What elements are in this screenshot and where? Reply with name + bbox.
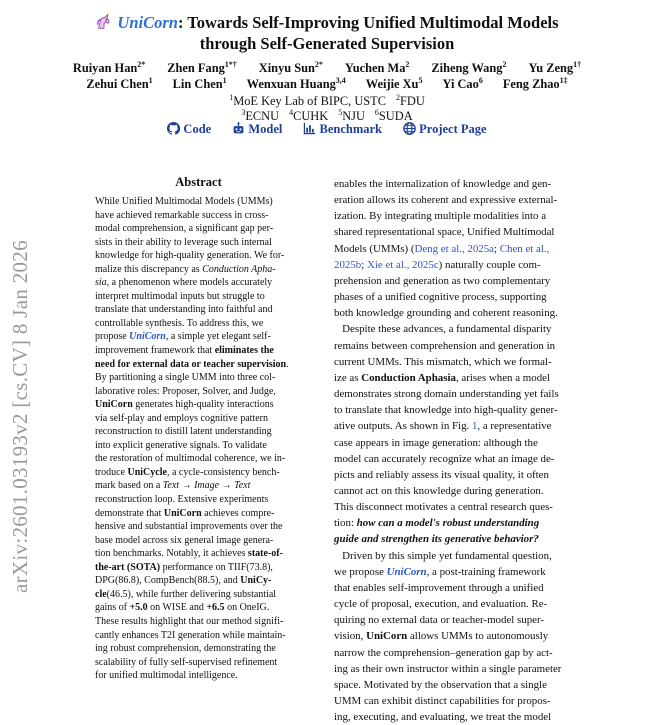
author-name: Lin Chen$^1$ xyxy=(172,75,227,91)
affiliation: $^4$CUHK xyxy=(289,107,329,123)
abstract-body xyxy=(95,195,302,683)
abstract-line: hensive and substantial improvements over the xyxy=(95,521,283,533)
abstract-line: malize this discrepancy as Conduction Apha- xyxy=(95,263,276,275)
body-line: narrow the comprehension–generation gap by act- xyxy=(334,646,553,659)
abstract-line: cle(46.5), while further delivering substantial xyxy=(95,588,277,600)
code-link-label: Code xyxy=(183,122,212,136)
body-line: cycle of proposal, execution, and evaluation. Re- xyxy=(334,598,548,611)
author-name: Feng Zhao$^{1\ddagger}$ xyxy=(502,75,568,91)
paper-links xyxy=(0,122,654,137)
abstract-line: These results highlight that our method signifi- xyxy=(95,615,284,627)
model-link[interactable] xyxy=(232,122,285,136)
abstract-line: for unified multimodal intelligence. xyxy=(95,670,238,682)
abstract-line: sia, a phenomenon where models accurately xyxy=(95,277,273,289)
body-line: case appears in image generation: although the xyxy=(334,436,538,449)
benchmark-link[interactable] xyxy=(303,122,385,136)
body-line: ize as Conduction Aphasia, arises when a model xyxy=(334,371,551,384)
body-line: phases of a unified cognitive process, supporting xyxy=(334,291,547,304)
abstract-line: knowledge for high-quality generation. We for- xyxy=(95,250,285,262)
abstract-line: cantly enhances T2I generation while maintain- xyxy=(95,629,286,641)
body-line: ative outputs. As shown in Fig. 1, a representative xyxy=(334,420,552,433)
intro-body xyxy=(334,176,584,725)
body-line: This disconnect motivates a central research ques- xyxy=(334,501,553,514)
author-name: Yu Zeng$^{1\dagger}$ xyxy=(528,59,582,75)
body-line: eration allows its coherent and expressive external- xyxy=(334,194,558,207)
abstract-line: have achieved remarkable success in cross- xyxy=(95,209,269,221)
author-name: Zehui Chen$^1$ xyxy=(86,75,153,91)
unicorn-icon xyxy=(95,13,113,31)
abstract-line: the-art (SOTA) performance on TIIF(73.8), xyxy=(95,561,273,573)
abstract-line: reconstruction to distill latent understanding xyxy=(95,426,272,438)
affiliations-row-1 xyxy=(0,93,654,109)
globe-icon xyxy=(403,122,416,135)
abstract-line: demonstrate that UniCorn achieves compre- xyxy=(95,507,275,519)
abstract-line: scalability of fully self-supervised refinement xyxy=(95,656,278,668)
body-line: current UMMs. This mismatch, which we formal- xyxy=(334,355,552,368)
affiliation: $^2$FDU xyxy=(396,92,425,108)
body-line: ization. By integrating multiple modalities into a xyxy=(334,210,547,223)
body-line: guide and strengthen its generative behavior? xyxy=(334,533,539,546)
abstract-line: into explicit generative signals. To validate xyxy=(95,439,267,451)
body-line: vision, UniCorn allows UMMs to autonomously xyxy=(334,630,549,643)
body-line: ing, executing, and evaluating, we treat the model xyxy=(334,711,552,724)
body-line: model can accurately recognize what an image de- xyxy=(334,452,555,465)
abstract-line: tion benchmarks. Notably, it achieves state-of- xyxy=(95,548,283,560)
abstract-line: base model across six general image genera- xyxy=(95,534,274,546)
abstract-line: translate that understanding into faithful and xyxy=(95,304,273,316)
body-line: ing as their own instructor within a single parameter xyxy=(334,662,562,675)
abstract-line: gains of +5.0 on WISE and +6.5 on OneIG. xyxy=(95,602,270,614)
body-line: both knowledge grounding and coherent reasoning. xyxy=(334,307,558,320)
body-line: quiring no external data or teacher-model super- xyxy=(334,614,545,627)
author-name: Weijie Xu$^5$ xyxy=(365,75,423,91)
arxiv-stamp: arXiv:2601.03193v2 [cs.CV] 8 Jan 2026 xyxy=(8,240,32,593)
abstract-line: UniCorn generates high-quality interactions xyxy=(95,399,274,411)
abstract-line: controllable synthesis. To address this, we xyxy=(95,317,264,329)
abstract-line: propose UniCorn, a simple yet elegant self- xyxy=(95,331,271,343)
author-name: Wenxuan Huang$^{3,4}$ xyxy=(246,75,346,91)
author-name: Yuchen Ma$^2$ xyxy=(344,59,410,75)
author-name: Ziheng Wang$^2$ xyxy=(431,59,507,75)
title-brand: UniCorn xyxy=(117,13,178,32)
abstract-line: the restoration of multimodal coherence, we in- xyxy=(95,453,286,465)
affiliation: $^6$SUDA xyxy=(374,107,413,123)
body-line: remains between comprehension and generation in xyxy=(334,339,556,352)
github-icon xyxy=(167,122,180,135)
body-line: to translate that knowledge into high-quality gener- xyxy=(334,404,558,417)
title-line1: : Towards Self-Improving Unified Multimodal Models xyxy=(177,13,559,32)
robot-icon xyxy=(232,122,245,135)
author-name: Ruiyan Han$^{2*}$ xyxy=(72,59,146,75)
author-name: Zhen Fang$^{1*\dagger}$ xyxy=(167,59,237,75)
abstract-line: By partitioning a single UMM into three col- xyxy=(95,372,276,384)
title-line2: through Self-Generated Supervision xyxy=(199,34,455,53)
author-name: Xinyu Sun$^{2*}$ xyxy=(258,59,323,75)
body-line: 2025b; Xie et al., 2025c) naturally couple com- xyxy=(334,258,541,271)
abstract-line: modal comprehension, a significant gap per- xyxy=(95,223,274,235)
body-line: tion: how can a model's robust understanding xyxy=(334,517,540,530)
paper-title xyxy=(0,12,654,54)
abstract-line: via self-play and employs cognitive pattern xyxy=(95,412,269,424)
code-link[interactable] xyxy=(167,122,214,136)
abstract-line: While Unified Multimodal Models (UMMs) xyxy=(95,196,273,207)
body-line: that enables self-improvement through a unified xyxy=(334,581,544,594)
authors-row-1 xyxy=(0,60,654,77)
body-line: picts and reliably assess its visual quality, it often xyxy=(334,468,549,481)
abstract-line: troduce UniCycle, a cycle-consistency bench- xyxy=(95,466,280,478)
body-line: we propose UniCorn, a post-training framework xyxy=(334,565,546,578)
body-line: demonstrates strong domain understanding yet fails xyxy=(334,388,559,401)
body-line: cannot act on this knowledge during generation. xyxy=(334,484,544,497)
abstract-line: interpret multimodal inputs but struggle to xyxy=(95,290,265,302)
body-line: shared representational space, Unified Multimodal xyxy=(334,226,555,239)
author-name: Yi Cao$^6$ xyxy=(442,75,483,91)
body-line: enables the internalization of knowledge and gen- xyxy=(334,178,552,190)
affiliation: $^5$NJU xyxy=(338,107,365,123)
affiliation: $^3$ECNU xyxy=(241,107,280,123)
abstract-line: mark based on a Text → Image → Text xyxy=(95,480,251,492)
affiliation: $^1$MoE Key Lab of BIPC, USTC xyxy=(229,92,387,108)
abstract-line: ing robust comprehension, demonstrating the xyxy=(95,643,276,655)
bar-chart-icon xyxy=(303,122,316,135)
body-line: prehension and generation as two complementary xyxy=(334,274,551,287)
body-line: Models (UMMs) (Deng et al., 2025a; Chen et al., xyxy=(334,242,550,255)
model-link-label: Model xyxy=(248,122,283,136)
body-line: Driven by this simple yet fundamental question, xyxy=(334,549,552,562)
abstract-line: reconstruction loop. Extensive experiments xyxy=(95,494,269,506)
authors-row-2 xyxy=(0,76,654,93)
project-page-link-label: Project Page xyxy=(419,122,487,136)
benchmark-link-label: Benchmark xyxy=(319,122,382,136)
abstract-heading: Abstract xyxy=(175,175,222,189)
abstract-line: sists in their ability to leverage such internal xyxy=(95,236,272,248)
body-line: space. Motivated by the observation that a single xyxy=(334,678,547,691)
abstract-line: laborative roles: Proposer, Solver, and Judge, xyxy=(95,385,276,397)
abstract-line: DPG(86.8), CompBench(88.5), and UniCy- xyxy=(95,575,272,587)
abstract-line: need for external data or teacher supervision. xyxy=(95,358,289,370)
body-line: Despite these advances, a fundamental disparity xyxy=(334,323,552,336)
project-page-link[interactable] xyxy=(403,122,486,136)
abstract-line: improvement framework that eliminates the xyxy=(95,345,274,357)
body-line: UMM can exhibit distinct capabilities for propos- xyxy=(334,695,551,707)
